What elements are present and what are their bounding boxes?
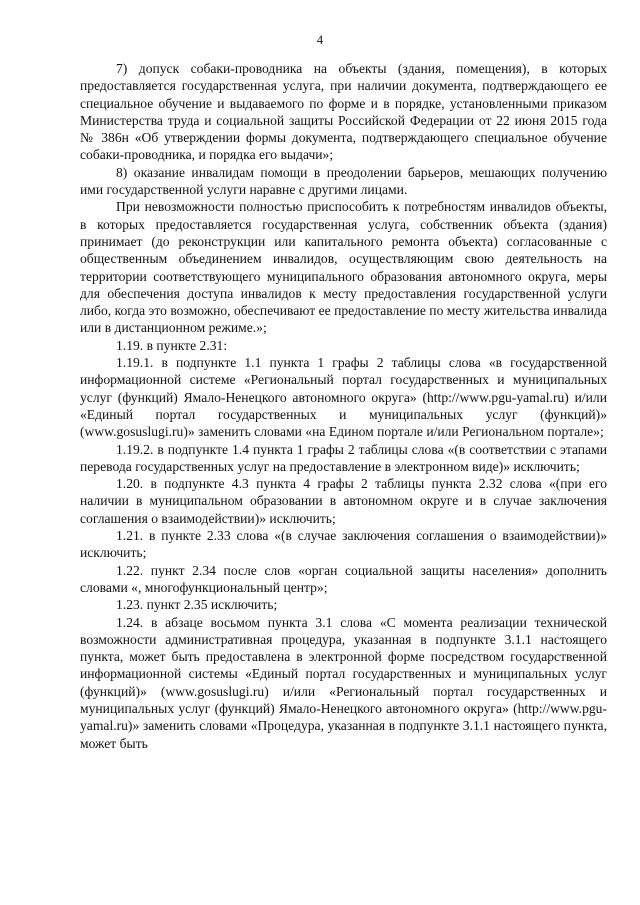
paragraph-inaccessibility: При невозможности полностью приспособить к потребностям инвалидов объекты, в которых предоставляется государственная услуга, собственник объекта (здания) принимает (до реконструкции или капитального ремонта объекта) согласованные с общественным объединением инвалидов, осуществляющим свою деятельность на территории соответствующего муниципального образования автономного округа, меры для обеспечения доступа инвалидов к месту предоставления государственной услуги либо, когда это возможно, обеспечивают ее предоставление по месту жительства инвалида или в дистанционном режиме.»; (80, 199, 607, 336)
paragraph-1-23: 1.23. пункт 2.35 исключить; (116, 597, 278, 613)
paragraph-item-7: 7) допуск собаки-проводника на объекты (здания, помещения), в которых предоставляется государственная услуга, при наличии документа, подтверждающего ее специальное обучение и выдаваемого по форме и в порядке, установленными приказом Министерства труда и социальной защиты Российской Федерации от 22 июня 2015 года № 386н «Об утверждении формы документа, подтверждающего специальное обучение собаки-проводника, и порядка его выдачи»; (80, 61, 607, 163)
paragraph-item-8: 8) оказание инвалидам помощи в преодолении барьеров, мешающих получению ими государственной услуги наравне с другими лицами. (80, 164, 607, 198)
document-body (80, 60, 607, 752)
paragraph-1-19-2: 1.19.2. в подпункте 1.4 пункта 1 графы 2 таблицы слова «(в соответствии с этапами перевода государственных услуг на предоставление в электронном виде)» исключить; (80, 441, 607, 474)
page-number: 4 (316, 33, 324, 47)
paragraph-1-19: 1.19. в пункте 2.31: (116, 337, 228, 353)
paragraph-1-21: 1.21. в пункте 2.33 слова «(в случае заключения соглашения о взаимодействии)» исключить; (80, 528, 607, 561)
paragraph-1-19-1: 1.19.1. в подпункте 1.1 пункта 1 графы 2 таблицы слова «в государственной информационной системе «Региональный портал государственных и муниципальных услуг (функций) Ямало-Ненецкого автономного округа» (http://www.pgu-yamal.ru) и/или «Единый портал государственных и муниципальных услуг (функций)» (www.gosuslugi.ru)» заменить словами «на Едином портале и/или Региональном портале»; (80, 355, 607, 440)
paragraph-1-24: 1.24. в абзаце восьмом пункта 3.1 слова «С момента реализации технической возможности административная процедура, указанная в подпункте 3.1.1 настоящего пункта, может быть предоставлена в электронной форме посредством государственной информационной системы «Единый портал государственных и муниципальных услуг (функций)» (www.gosuslugi.ru) и/или «Региональный портал государственных и муниципальных услуг (функций) Ямало-Ненецкого автономного округа» (http://www.pgu-yamal.ru)» заменить словами «Процедура, указанная в подпункте 3.1.1 настоящего пункта, может быть (80, 614, 607, 751)
paragraph-1-20: 1.20. в подпункте 4.3 пункта 4 графы 2 таблицы пункта 2.32 слова «(при его наличии в муниципальном образовании в автономном округе и в случае заключения соглашения о взаимодействии)» исключить; (80, 476, 607, 526)
paragraph-1-22: 1.22. пункт 2.34 после слов «орган социальной защиты населения» дополнить словами «, многофункциональный центр»; (80, 562, 607, 595)
